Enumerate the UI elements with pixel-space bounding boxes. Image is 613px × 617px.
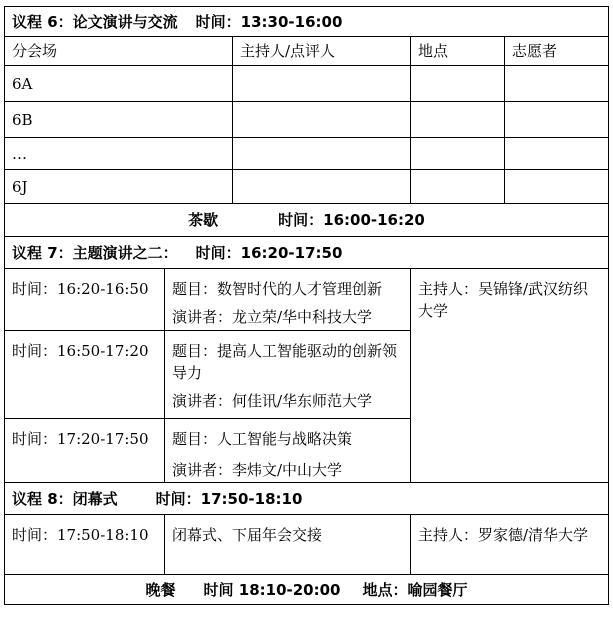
talk-details [165, 419, 411, 483]
column-header-volunteer: 志愿者 [505, 37, 609, 66]
closing-row [5, 515, 609, 575]
table-row [5, 138, 609, 170]
tea-break-row [5, 204, 609, 237]
dinner-place: 地点：喻园餐厅 [362, 580, 468, 599]
talk-speaker: 演讲者：李炜文/中山大学 [172, 461, 343, 479]
closing-content: 闭幕式、下届年会交接 [165, 515, 411, 575]
session7-title: 议程 7：主题演讲之二： [12, 243, 178, 262]
column-header-venue: 分会场 [5, 37, 233, 66]
session8-time: 时间：17:50-18:10 [155, 489, 303, 508]
talk-row [5, 269, 609, 331]
session7-host: 主持人：吴锦锋/武汉纺织大学 [418, 280, 589, 320]
talk-time: 时间：16:50-17:20 [5, 331, 165, 419]
talk-time: 时间：16:20-16:50 [5, 269, 165, 331]
closing-time: 时间：17:50-18:10 [5, 515, 165, 575]
column-header-location: 地点 [411, 37, 505, 66]
tea-break-title: 茶歇 [188, 211, 219, 229]
session8-title: 议程 8：闭幕式 [12, 489, 118, 508]
session7-host-cell [411, 269, 609, 483]
table-row [5, 102, 609, 138]
column-header-host: 主持人/点评人 [233, 37, 411, 66]
talk-topic: 题目：提高人工智能驱动的创新领导力 [172, 342, 398, 382]
venue-cell: 6A [5, 66, 233, 102]
dinner-time: 时间 18:10-20:00 [203, 580, 341, 599]
agenda-table [4, 6, 609, 605]
talk-topic: 题目：人工智能与战略决策 [172, 430, 353, 448]
dinner-row [5, 575, 609, 605]
talk-speaker: 演讲者：何佳讯/华东师范大学 [172, 392, 373, 410]
session6-header [5, 7, 609, 37]
session6-title: 议程 6：论文演讲与交流 [12, 12, 178, 31]
table-row [5, 170, 609, 204]
talk-details [165, 331, 411, 419]
session7-header [5, 237, 609, 269]
talk-details [165, 269, 411, 331]
venue-cell: 6J [5, 170, 233, 204]
closing-host: 主持人：罗家德/清华大学 [411, 515, 609, 575]
session6-column-headers [5, 37, 609, 66]
dinner-title: 晚餐 [145, 580, 176, 599]
talk-topic: 题目：数智时代的人才管理创新 [172, 280, 383, 298]
talk-speaker: 演讲者：龙立荣/华中科技大学 [172, 308, 373, 326]
table-row [5, 66, 609, 102]
tea-break-time: 时间：16:00-16:20 [278, 211, 425, 229]
session7-time: 时间：16:20-17:50 [195, 243, 343, 262]
venue-cell: … [5, 138, 233, 170]
talk-time: 时间：17:20-17:50 [5, 419, 165, 483]
venue-cell: 6B [5, 102, 233, 138]
session8-header [5, 483, 609, 515]
session6-time: 时间：13:30-16:00 [195, 12, 343, 31]
